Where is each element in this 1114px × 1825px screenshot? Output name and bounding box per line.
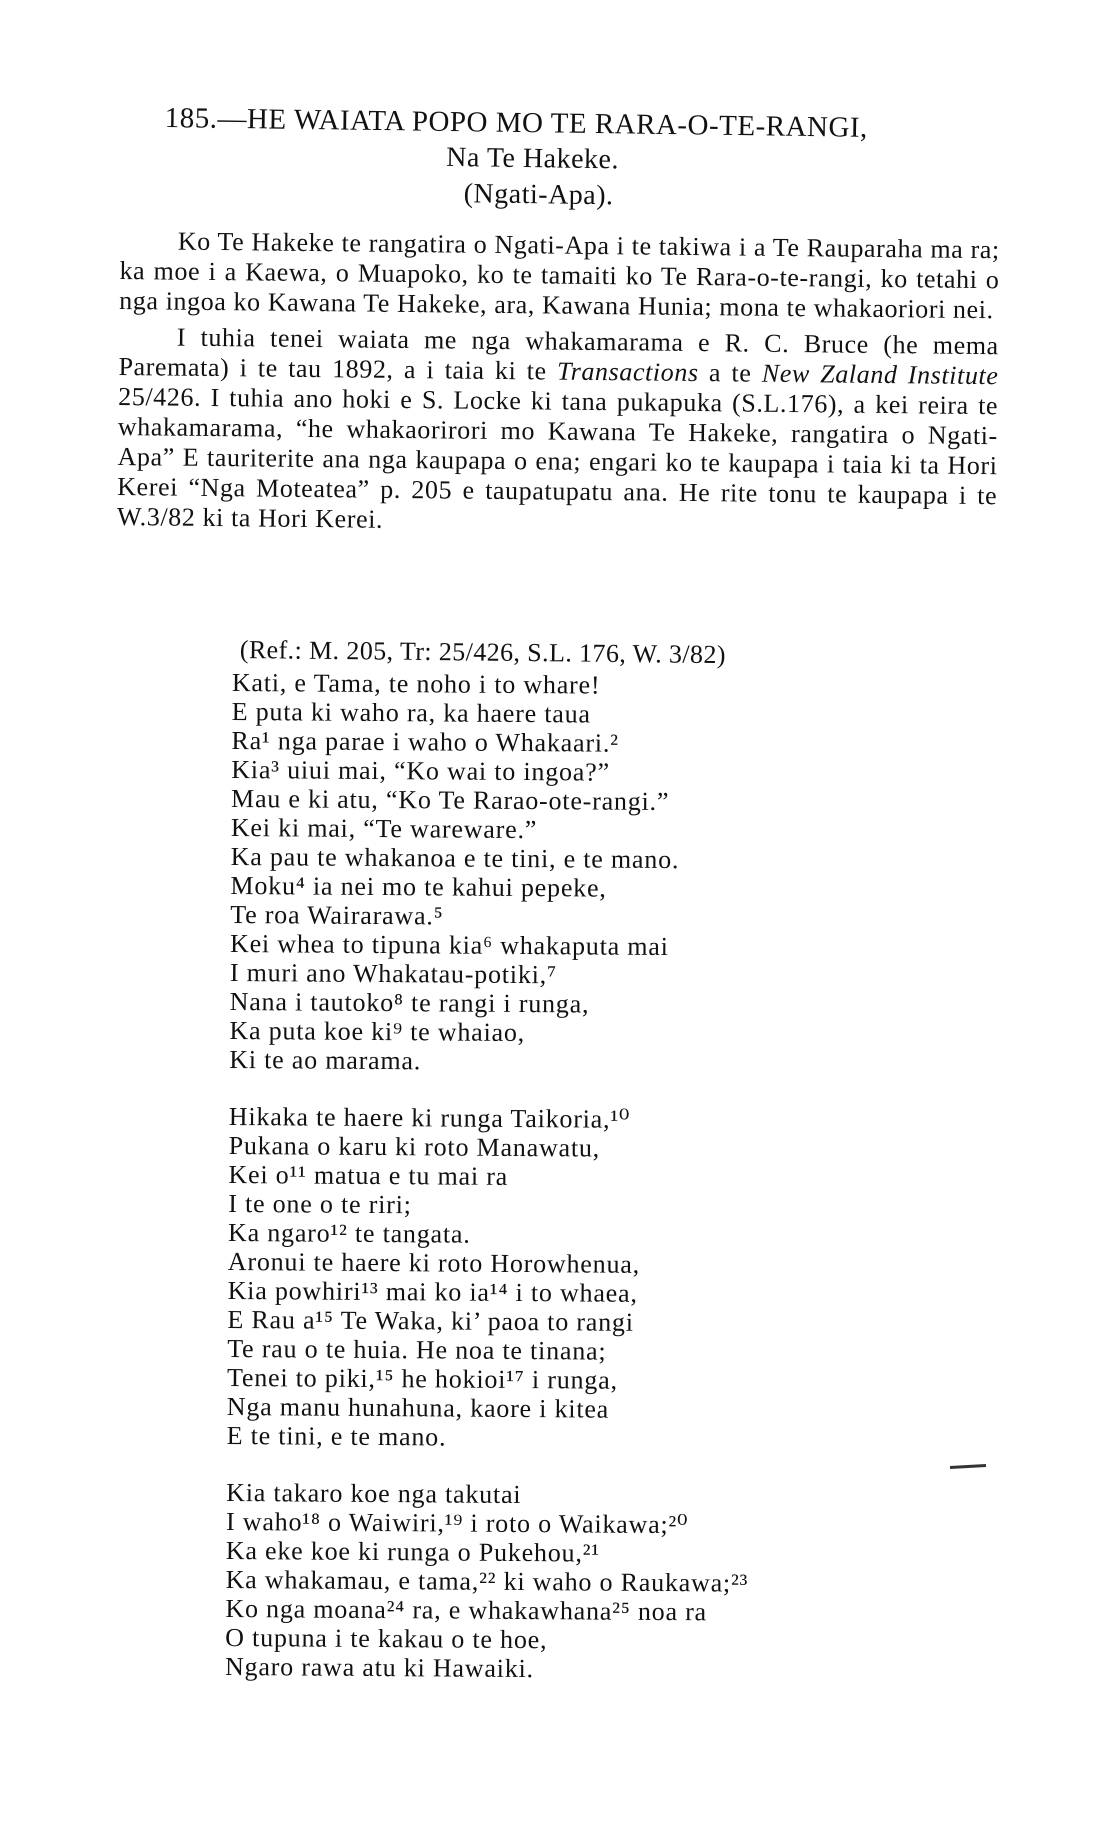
intro-p2-part-e: 25/426. I tuhia ano hoki e S. Locke ki tana pukapuka (S.L.176), a kei reira te whakamarama, “he whakaorirori mo Kawana Te Hakeke, rangatira o Ngati-Apa” E tauriterite ana nga kaupapa o ena; engari ko te kaupapa i taia ki ta Hori Kerei “Nga Moteatea” p. 205 e taupatupatu ana. He rite tonu te kaupapa i te W.3/82 ki ta Hori Kerei.	[116, 381, 999, 534]
poem-line: Kei whea to tipuna kia⁶ whakaputa mai	[229, 928, 669, 962]
poem-line: Mau e ki atu, “Ko Te Rarao-ote-rangi.”	[230, 783, 670, 817]
song-heading	[163, 100, 1014, 220]
poem-line: Ka whakamau, e tama,²² ki waho o Raukawa;²³	[225, 1564, 749, 1598]
introduction-text	[117, 226, 1000, 541]
poem-line: Kia takaro koe nga takutai	[226, 1477, 522, 1510]
poem-line: Te rau o te huia. He noa te tinana;	[227, 1333, 607, 1366]
poem-line: Aronui te haere ki roto Horowhenua,	[227, 1246, 641, 1279]
poem-line: Ka ngaro¹² te tangata.	[227, 1217, 471, 1249]
poem-line: Nga manu hunahuna, kaore i kitea	[226, 1391, 610, 1424]
intro-paragraph-2	[117, 322, 999, 541]
poem-line: I waho¹⁸ o Waiwiri,¹⁹ i roto o Waikawa;²⁰	[225, 1506, 689, 1540]
song-title: 185.—HE WAIATA POPO MO TE RARA-O-TE-RANGI,	[164, 101, 869, 144]
song-tribe: (Ngati-Apa).	[463, 178, 614, 212]
poem-line: Te roa Wairarawa.⁵	[230, 899, 444, 931]
poem-line: Kia powhiri¹³ mai ko ia¹⁴ i to whaea,	[227, 1275, 638, 1308]
poem-line: Ki te ao marama.	[229, 1044, 422, 1076]
poem-line: Ka eke koe ki runga o Pukehou,²¹	[225, 1535, 600, 1568]
reference-line: (Ref.: M. 205, Tr: 25/426, S.L. 176, W. 3/82)	[239, 635, 727, 670]
poem-line: Kia³ uiui mai, “Ko wai to ingoa?”	[231, 754, 610, 787]
stanza-1	[229, 668, 992, 1079]
poem-line: Ngaro rawa atu ki Hawaiki.	[224, 1651, 534, 1684]
poem-line: E Rau a¹⁵ Te Waka, ki’ paoa to rangi	[227, 1304, 634, 1337]
poem-line: Kati, e Tama, te noho i to whare!	[231, 668, 601, 700]
poem	[225, 668, 992, 1686]
intro-p2-part-a: I tuhia tenei waiata me nga whakamarama e R. C. Bruce (he mema Paremata) i te tau 1892, a i taia ki te	[118, 322, 999, 386]
poem-line: E puta ki waho ra, ka haere taua	[231, 696, 591, 729]
poem-line: Pukana o karu ki roto Manawatu,	[228, 1130, 601, 1163]
intro-p2-part-c: a te	[698, 358, 762, 388]
institute-title: New Zaland Institute	[761, 358, 999, 391]
poem-line: Kei o¹¹ matua e tu mai ra	[228, 1159, 509, 1191]
poem-line: I muri ano Whakatau-potiki,⁷	[229, 957, 557, 990]
poem-line: Ko nga moana²⁴ ra, e whakawhana²⁵ noa ra	[225, 1593, 708, 1627]
poem-line: Moku⁴ ia nei mo te kahui pepeke,	[230, 870, 607, 903]
stanza-3	[225, 1478, 986, 1686]
poem-line: I te one o te riri;	[228, 1188, 412, 1220]
poem-line: Nana i tautoko⁸ te rangi i runga,	[229, 986, 590, 1019]
poem-line: Hikaka te haere ki runga Taikoria,¹⁰	[228, 1101, 631, 1134]
poem-line: Ra¹ nga parae i waho o Whakaari.²	[231, 725, 619, 758]
stanza-2	[227, 1102, 989, 1455]
poem-line: E te tini, e te mano.	[226, 1420, 447, 1452]
intro-paragraph-1: Ko Te Hakeke te rangatira o Ngati-Apa i te takiwa i a Te Rauparaha ma ra; ka moe i a Kaewa, o Muapoko, ko te tamaiti ko Te Rara-o-te-rangi, ko tetahi o nga ingoa ko Kawana Te Hakeke, ara, Kawana Hunia; mona te whakaoriori nei.	[119, 226, 1000, 325]
poem-line: Ka pau te whakanoa e te tini, e te mano.	[230, 841, 680, 875]
poem-line: Kei ki mai, “Te wareware.”	[230, 812, 538, 845]
poem-line: Tenei to piki,¹⁵ he hokioi¹⁷ i runga,	[226, 1362, 618, 1395]
poem-line: O tupuna i te kakau o te hoe,	[225, 1622, 548, 1655]
poem-line: Ka puta koe ki⁹ te whaiao,	[229, 1015, 526, 1048]
song-author: Na Te Hakeke.	[446, 141, 620, 176]
transactions-title: Transactions	[556, 356, 699, 388]
